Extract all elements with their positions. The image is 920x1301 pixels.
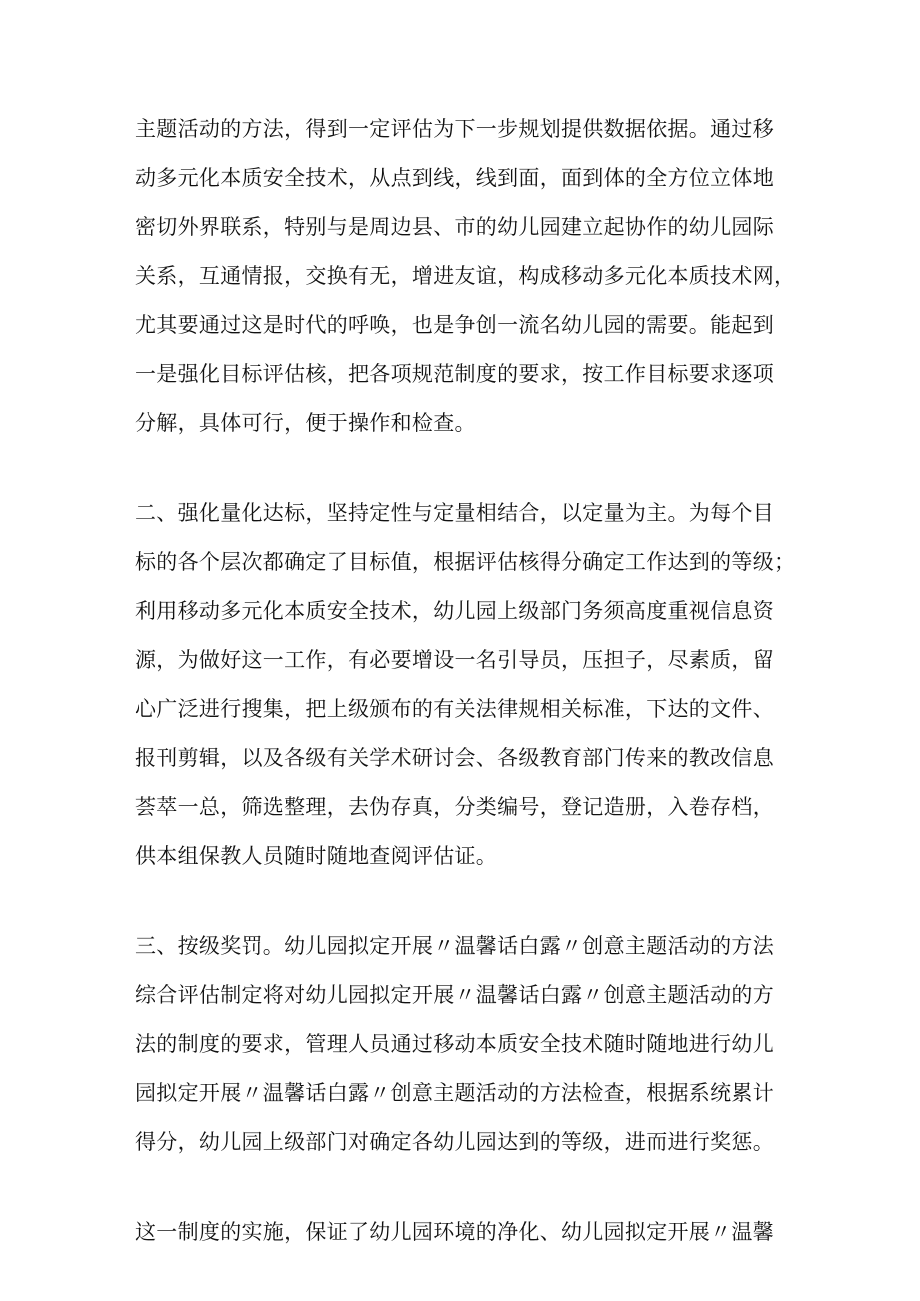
text-line: 主题活动的方法，得到一定评估为下一步规划提供数据依据。通过移 <box>135 117 774 141</box>
text-line: 这一制度的实施，保证了幼儿园环境的净化、幼儿园拟定开展〃温馨 <box>135 1220 774 1244</box>
document-body <box>135 105 795 1257</box>
text-line: 动多元化本质安全技术，从点到线，线到面，面到体的全方位立体地 <box>135 166 774 190</box>
text-line: 园拟定开展〃温馨话白露〃创意主题活动的方法检查，根据系统累计 <box>135 1081 774 1105</box>
text-line: 三、按级奖罚。幼儿园拟定开展〃温馨话白露〃创意主题活动的方法 <box>135 934 774 958</box>
text-line: 供本组保教人员随时随地查阅评估证。 <box>135 844 498 868</box>
text-line: 荟萃一总，筛选整理，去伪存真，分类编号，登记造册，入卷存档， <box>135 795 774 819</box>
text-line: 利用移动多元化本质安全技术，幼儿园上级部门务须高度重视信息资 <box>135 599 774 623</box>
paragraph-4 <box>135 1208 795 1257</box>
text-line: 尤其要通过这是时代的呼唤，也是争创一流名幼儿园的需要。能起到 <box>135 313 774 337</box>
text-line: 心广泛进行搜集，把上级颁布的有关法律规相关标准，下达的文件、 <box>135 697 774 721</box>
text-line: 二、强化量化达标，坚持定性与定量相结合，以定量为主。为每个目 <box>135 501 774 525</box>
text-line: 密切外界联系，特别与是周边县、市的幼儿园建立起协作的幼儿园际 <box>135 215 774 239</box>
text-line: 报刊剪辑，以及各级有关学术研讨会、各级教育部门传来的教改信息 <box>135 746 774 770</box>
text-line: 综合评估制定将对幼儿园拟定开展〃温馨话白露〃创意主题活动的方 <box>135 983 774 1007</box>
paragraph-1 <box>135 105 795 448</box>
text-line: 一是强化目标评估核，把各项规范制度的要求，按工作目标要求逐项 <box>135 362 774 386</box>
paragraph-3 <box>135 922 795 1167</box>
paragraph-2 <box>135 489 795 881</box>
text-line: 法的制度的要求，管理人员通过移动本质安全技术随时随地进行幼儿 <box>135 1032 774 1056</box>
text-line: 分解，具体可行，便于操作和检查。 <box>135 411 476 435</box>
text-line: 关系，互通情报，交换有无，增进友谊，构成移动多元化本质技术网， <box>135 264 796 288</box>
text-line: 标的各个层次都确定了目标值，根据评估核得分确定工作达到的等级； <box>135 550 796 574</box>
text-line: 源，为做好这一工作，有必要增设一名引导员，压担子，尽素质，留 <box>135 648 774 672</box>
text-line: 得分，幼儿园上级部门对确定各幼儿园达到的等级，进而进行奖惩。 <box>135 1130 774 1154</box>
